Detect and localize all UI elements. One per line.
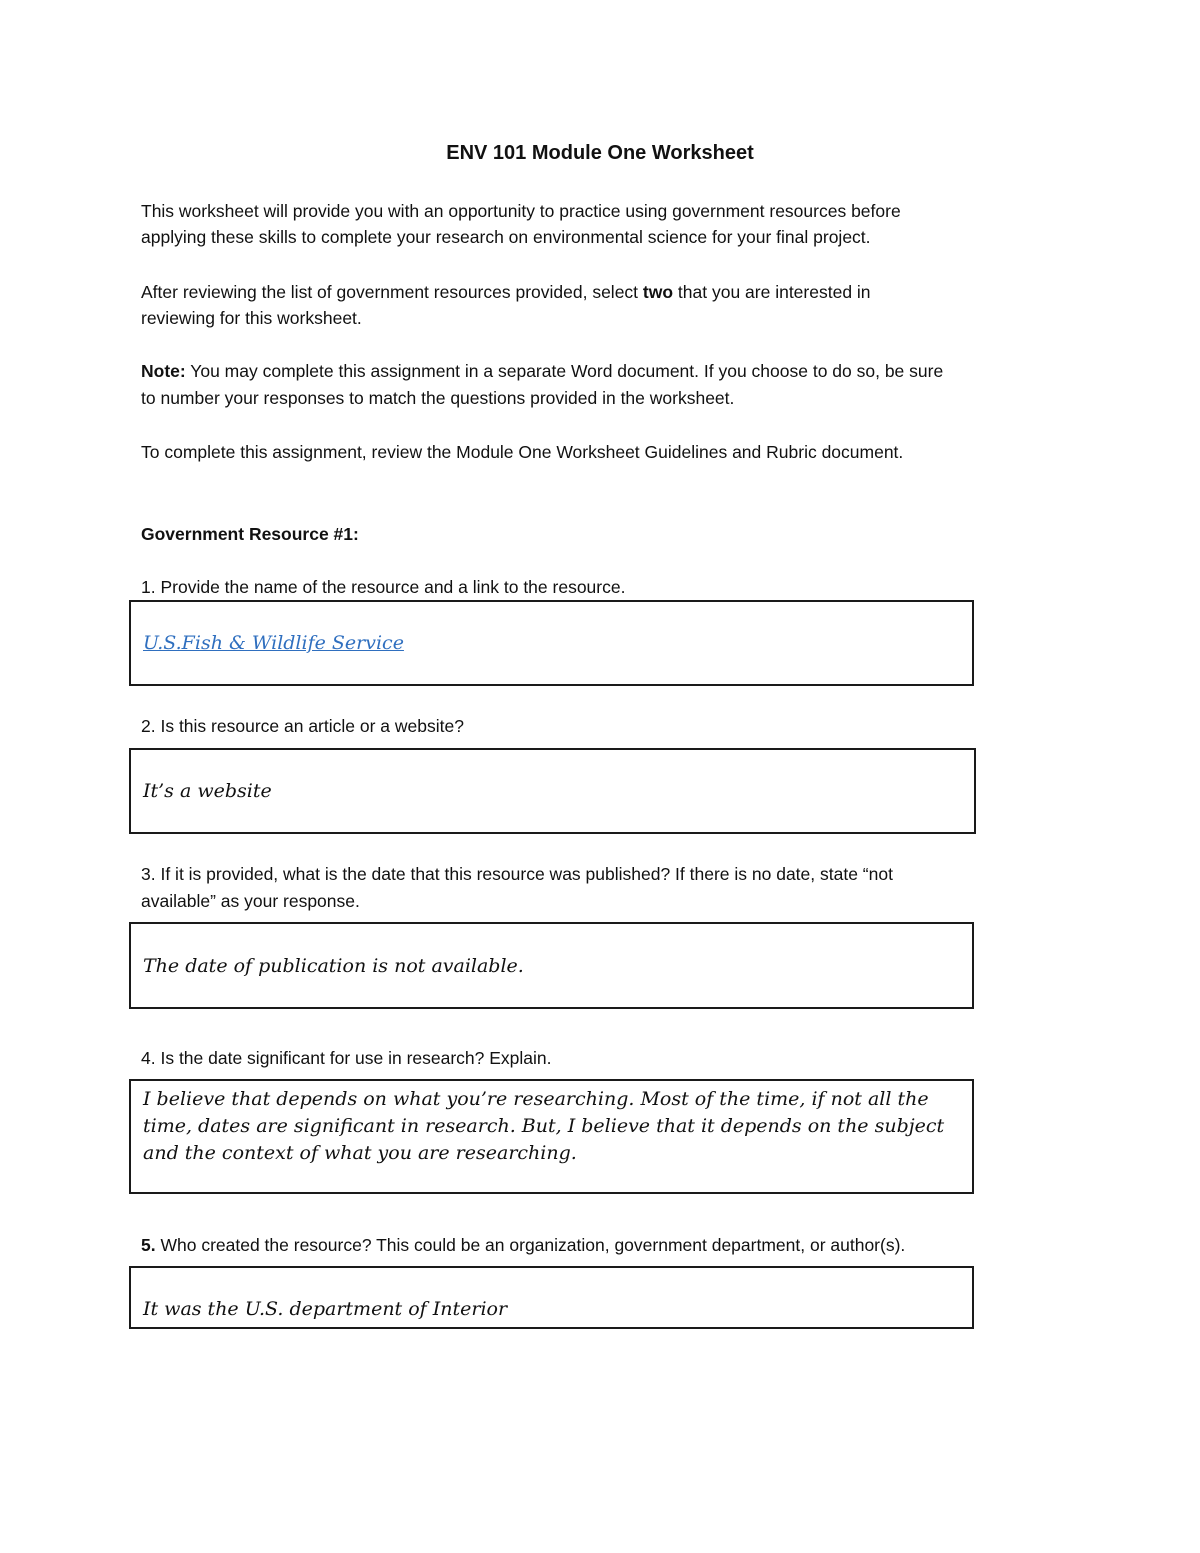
section-heading: Government Resource #1: — [141, 524, 359, 544]
review-emphasis: two — [642, 282, 674, 302]
review-text-part2: that you are interested in — [673, 282, 871, 302]
question-2-text — [141, 713, 464, 740]
review-text-part1: After reviewing the list of government resources provided, select — [141, 282, 643, 302]
note-text: You may complete this assignment in a separate Word document. If you choose to do so, be sure — [185, 361, 944, 381]
question-4-text — [141, 1045, 552, 1072]
answer-box-5[interactable] — [129, 1266, 974, 1329]
question-1-number: 1. — [141, 577, 156, 597]
question-2-prompt: Is this resource an article or a website? — [155, 716, 464, 736]
question-3-number: 3. — [141, 864, 156, 884]
answer-3-text: The date of publication is not available. — [143, 955, 524, 977]
answer-4-line-2: time, dates are significant in research. But, I believe that it depends on the subject — [143, 1115, 945, 1137]
question-4-number: 4. — [141, 1048, 156, 1068]
question-3-prompt: If it is provided, what is the date that this resource was published? If there is no date, state “not — [155, 864, 893, 884]
intro-line-1: This worksheet will provide you with an opportunity to practice using government resources before — [141, 201, 901, 221]
answer-box-4[interactable] — [129, 1079, 974, 1194]
answer-2-text: It’s a website — [143, 780, 272, 802]
question-3-text-line-1 — [141, 861, 893, 888]
note-line-1 — [141, 358, 943, 385]
question-5-prompt: Who created the resource? This could be an organization, government department, or author(s). — [155, 1235, 906, 1255]
document-title: ENV 101 Module One Worksheet — [446, 142, 754, 164]
question-4-prompt: Is the date significant for use in research? Explain. — [155, 1048, 552, 1068]
question-2-number: 2. — [141, 716, 156, 736]
question-3-text-line-2: available” as your response. — [141, 891, 360, 911]
question-1-prompt: Provide the name of the resource and a link to the resource. — [155, 577, 626, 597]
answer-5-text: It was the U.S. department of Interior — [143, 1298, 508, 1320]
answer-4-line-1: I believe that depends on what you’re researching. Most of the time, if not all the — [143, 1088, 929, 1110]
complete-instruction: To complete this assignment, review the Module One Worksheet Guidelines and Rubric document. — [141, 442, 904, 462]
review-instruction-line-1 — [141, 279, 871, 306]
note-line-2: to number your responses to match the questions provided in the worksheet. — [141, 388, 735, 408]
review-instruction-line-2: reviewing for this worksheet. — [141, 308, 362, 328]
intro-line-2: applying these skills to complete your research on environmental science for your final project. — [141, 227, 871, 247]
question-5-text — [141, 1232, 905, 1259]
question-5-number: 5. — [141, 1235, 156, 1255]
answer-box-1[interactable] — [129, 600, 974, 686]
answer-4-line-3: and the context of what you are researching. — [143, 1142, 577, 1164]
note-label: Note: — [141, 361, 186, 381]
answer-box-3[interactable] — [129, 922, 974, 1009]
resource-link[interactable]: U.S.Fish & Wildlife Service — [143, 632, 404, 654]
question-1-text — [141, 574, 625, 601]
answer-box-2[interactable] — [129, 748, 976, 834]
